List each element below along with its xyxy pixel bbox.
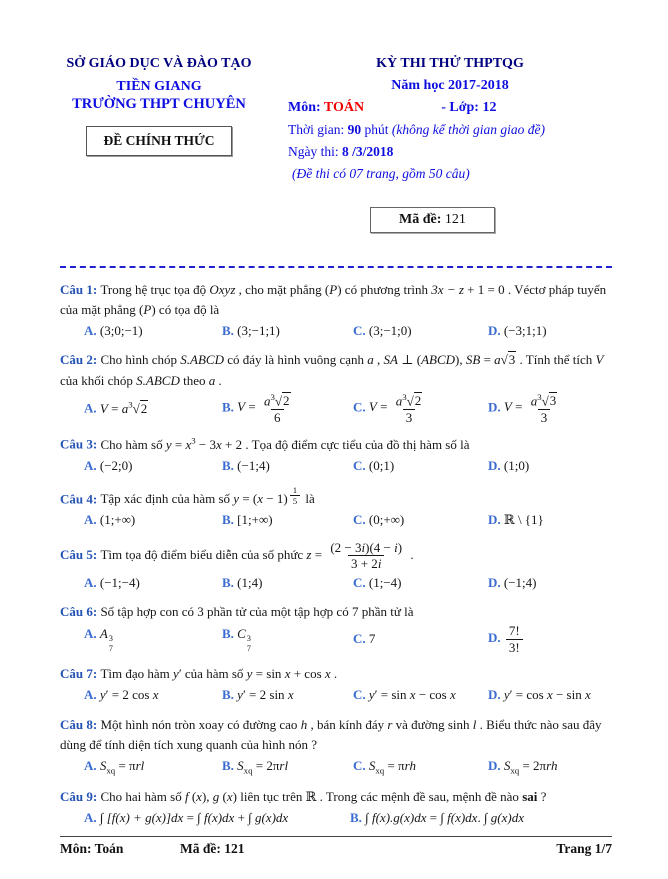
option-value: $V = a^3√2$ [99,399,148,416]
options-row [60,392,612,426]
option-value: $S_{xq} = 2\pi rl$ [237,757,289,776]
option-value: $S_{xq} = 2\pi rh$ [503,757,558,776]
answer-option [84,624,218,655]
school-year: Năm học 2017-2018 [391,78,509,93]
answer-option [353,321,484,341]
option-letter: A. [84,457,100,473]
answer-option [222,756,349,778]
option-letter: D. [488,574,504,590]
answer-option [488,456,612,476]
pages-note: (Đề thi có 07 trang, gồm 50 câu) [292,166,470,181]
option-value: (3;−1;1) [237,323,280,339]
option-letter: D. [488,687,504,703]
question-text: Tìm đạo hàm y′ của hàm số y = sin x + cos x . [100,666,338,682]
answer-option [353,573,484,593]
exam-header [60,56,612,182]
question [60,664,612,705]
option-value: (0;1) [368,457,395,473]
answer-option [488,685,612,705]
answer-option [350,808,612,828]
options-row [60,623,612,655]
option-letter: B. [222,512,238,528]
answer-option [222,456,349,476]
question-head [60,350,612,390]
option-letter: B. [222,399,238,415]
option-letter: D. [488,457,504,473]
option-value: (3;0;−1) [99,323,143,339]
answer-option [488,392,612,426]
question-text: Tập xác định của hàm số y = (x − 1) $^{\frac{1}{5}}$ là [100,484,315,507]
option-letter: C. [353,631,369,647]
exam-code-row [60,207,612,233]
option-letter: D. [488,323,504,339]
option-value: (−1;4) [237,457,270,473]
answer-option [84,510,218,530]
exam-date-value: 8 /3/2018 [342,144,394,159]
question [60,602,612,655]
question-label: Câu 4: [60,491,101,507]
exam-code-label: Mã đề: [399,212,442,227]
option-value: (−1;−4) [99,574,140,590]
option-letter: D. [488,630,504,646]
option-letter: A. [84,400,100,416]
exam-title: KỲ THI THỬ THPTQG [376,56,524,71]
answer-option [84,456,218,476]
answer-option [84,398,218,418]
question-label: Câu 2: [60,352,101,368]
subject-name: TOÁN [323,100,365,115]
question-label: Câu 6: [60,603,101,619]
answer-option [84,808,346,828]
subject-line [288,99,612,116]
options-row [60,808,612,828]
answer-option [353,392,484,426]
answer-option [222,392,349,426]
question-label: Câu 8: [60,716,101,732]
option-value: (3;−1;0) [368,323,412,339]
option-value: V = $\frac{a^3√2}{3}$ [368,391,422,425]
option-value: [1;+∞) [237,512,273,528]
question [60,540,612,593]
answer-option [84,756,218,778]
page-footer [60,836,612,857]
option-value: (1;4) [237,574,263,590]
question [60,350,612,425]
answer-option [488,573,612,593]
exam-info-block [288,56,612,182]
option-letter: B. [222,574,238,590]
answer-option [353,456,484,476]
question-label: Câu 1: [60,282,101,297]
questions-list [60,280,612,828]
answer-option [222,510,349,530]
answer-option [222,685,349,705]
option-letter: D. [488,512,504,528]
question [60,787,612,828]
options-row [60,456,612,476]
answer-option [222,573,349,593]
options-row [60,685,612,705]
separator-line [60,266,612,268]
option-letter: C. [353,512,369,528]
answer-option [84,685,218,705]
question-label: Câu 5: [60,546,101,562]
question [60,485,612,531]
option-value: V = $\frac{a^3√2}{6}$ [237,391,290,425]
question-head [60,664,612,684]
exam-code-box [370,207,495,233]
option-letter: A. [84,512,100,528]
option-letter: B. [222,625,238,641]
subject-label: Môn: TOÁN [288,100,365,115]
footer-subject: Môn: Toán [60,841,124,856]
option-value: y′ = 2 cos x [99,687,159,703]
option-value: ℝ \ {1} [503,512,544,528]
option-letter: A. [84,757,100,773]
grade-label: - Lớp: 12 [441,100,497,115]
exam-date-line: Ngày thi: 8 /3/2018 [288,144,394,159]
exam-code-value: 121 [444,212,466,227]
question-head [60,280,612,320]
question-label: Câu 9: [60,789,101,805]
option-letter: A. [84,810,100,826]
question [60,715,612,779]
duration-line: Thời gian: 90 phút (không kể thời gian giao đề) [288,122,545,137]
option-letter: C. [353,757,369,773]
footer-code: Mã đề: 121 [180,841,245,856]
answer-option [84,573,218,593]
option-value: (1;+∞) [99,512,136,528]
answer-option [353,629,484,649]
option-letter: A. [84,625,100,641]
option-letter: B. [350,810,366,826]
question-text: Số tập hợp con có 3 phần tử của một tập hợp có 7 phần tử là [100,603,414,619]
option-value: ∫ f(x).g(x)dx = ∫ f(x)dx. ∫ g(x)dx [365,810,524,826]
question-text: Tìm tọa độ điểm biểu diễn của số phức z = $\frac{(2 - 3i)(4 - i)}{3 + 2i}$ . [100,539,414,572]
question-text: Cho hàm số $y = x^3 - 3x + 2$ . Tọa độ điểm cực tiểu của đồ thị hàm số là [100,435,470,452]
option-value: (−2;0) [99,457,133,473]
question-head [60,485,612,510]
question-text: Trong hệ trục tọa độ Oxyz , cho mặt phẳng (P) có phương trình 3x − z + 1 = 0 . Véctơ pháp tuyến của mặt phẳng (P) có tọa độ là [60,282,607,318]
question [60,434,612,476]
option-letter: B. [222,687,238,703]
question-head [60,434,612,454]
option-letter: A. [84,687,100,703]
option-letter: D. [488,757,504,773]
options-row [60,510,612,530]
answer-option [84,321,218,341]
question-text: Cho hai hàm số f (x), g (x) liên tục trên ℝ . Trong các mệnh đề sau, mệnh đề nào sai ? [100,789,547,805]
option-letter: A. [84,323,100,339]
option-value: (−1;4) [503,574,537,590]
option-value: y′ = sin x − cos x [368,687,456,703]
option-letter: C. [353,457,369,473]
official-exam-label: ĐỀ CHÍNH THỨC [103,133,215,148]
question-head [60,715,612,755]
options-row [60,321,612,341]
option-letter: B. [222,757,238,773]
duration-note: (không kể thời gian giao đề) [391,122,545,137]
question-head [60,602,612,622]
option-letter: C. [353,574,369,590]
question-head [60,787,612,807]
options-row [60,756,612,778]
answer-option [488,321,612,341]
answer-option [353,756,484,778]
options-row [60,573,612,593]
answer-option [222,321,349,341]
option-value: $S_{xq} = \pi rl$ [99,757,145,776]
question [60,280,612,341]
question-head [60,540,612,572]
duration-value: 90 [347,122,362,137]
option-value: A 3 7 [99,625,113,654]
department-name: SỞ GIÁO DỤC VÀ ĐÀO TẠO [66,56,252,71]
answer-option [488,756,612,778]
option-value: (1;0) [503,457,530,473]
option-value: 7 [368,631,376,647]
province-name: TIỀN GIANG [116,79,202,94]
option-letter: C. [353,399,369,415]
school-name: TRƯỜNG THPT CHUYÊN [72,96,246,112]
answer-option [488,510,612,530]
option-letter: C. [353,687,369,703]
answer-option [222,624,349,655]
option-value: y′ = 2 sin x [237,687,294,703]
question-label: Câu 7: [60,666,101,682]
option-letter: D. [488,399,504,415]
option-value: (−3;1;1) [503,323,547,339]
option-value: ∫ [f(x) + g(x)]dx = ∫ f(x)dx + ∫ g(x)dx [99,810,289,826]
option-letter: B. [222,457,238,473]
question-text: Cho hình chóp S.ABCD có đáy là hình vuông cạnh a , SA ⊥ (ABCD), SB = a√3 . Tính thể tích V của khối chóp S.ABCD theo a . [60,352,604,388]
option-letter: C. [353,323,369,339]
answer-option [488,623,612,655]
answer-option [353,685,484,705]
option-letter: A. [84,574,100,590]
question-text: Một hình nón tròn xoay có đường cao h , bán kính đáy r và đường sinh l . Biểu thức nào sau đây dùng để tính diện tích xung quanh của hình nón ? [60,716,602,752]
option-letter: B. [222,323,238,339]
official-exam-box [86,126,231,156]
option-value: $\frac{7!}{3!}$ [504,630,525,645]
option-value: y′ = cos x − sin x [503,687,591,703]
issuer-block [60,56,258,156]
option-value: C 3 7 [237,625,251,654]
option-value: V = $\frac{a^3√3}{3}$ [503,391,557,425]
question-label: Câu 3: [60,436,101,452]
option-value: (0;+∞) [368,512,405,528]
option-value: (1;−4) [368,574,402,590]
option-value: $S_{xq} = \pi rh$ [368,757,416,776]
footer-page: Trang 1/7 [556,841,612,856]
answer-option [353,510,484,530]
